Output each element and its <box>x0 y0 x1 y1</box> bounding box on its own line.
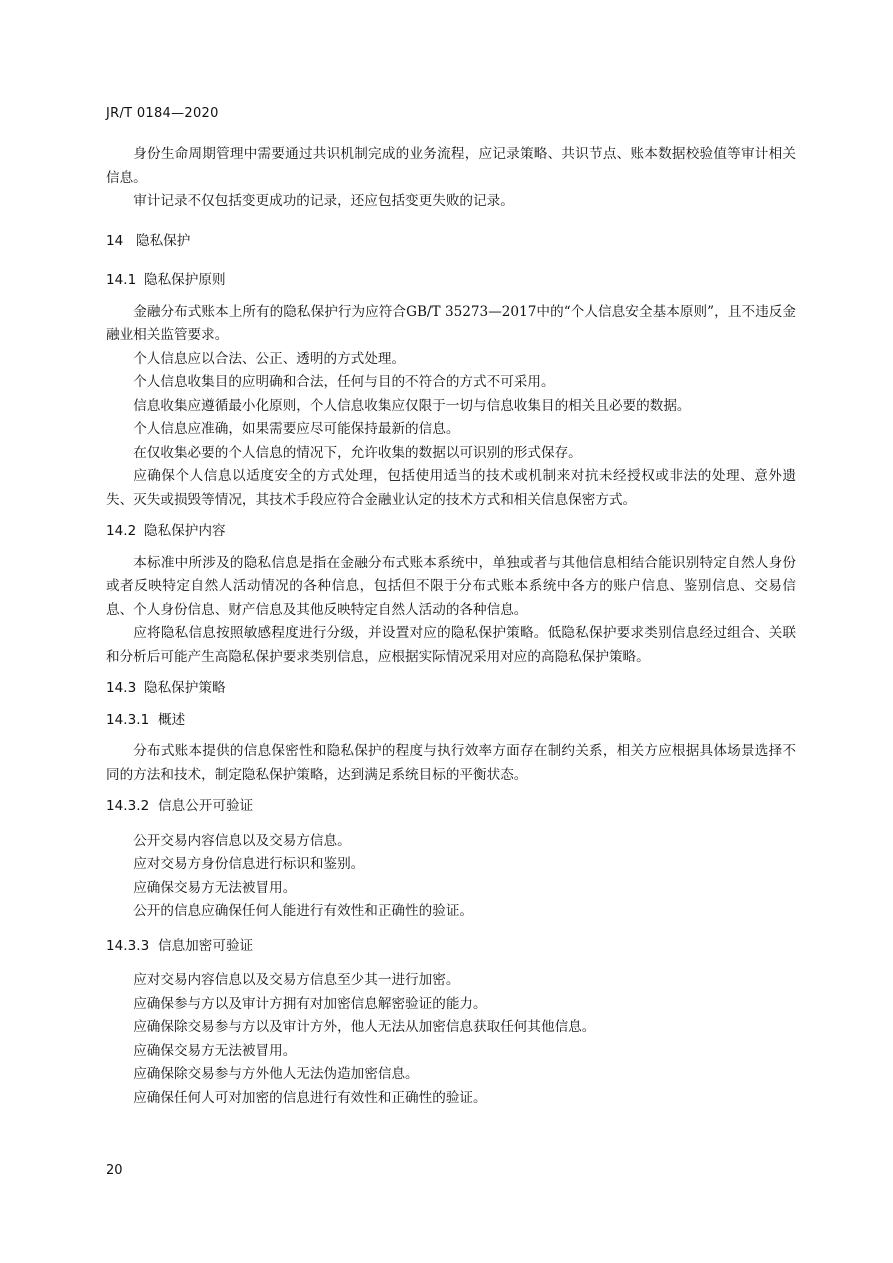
page-number: 20 <box>106 1163 123 1178</box>
section-number: 14.3.2 <box>106 798 150 814</box>
paragraph: 应对交易方身份信息进行标识和鉴别。 <box>133 856 365 872</box>
paragraph: 应确保任何人可对加密的信息进行有效性和正确性的验证。 <box>133 1089 487 1106</box>
paragraph: 应确保交易方无法被冒用。 <box>133 879 297 896</box>
section-heading-14-2 <box>106 520 796 544</box>
section-heading-14-3-2 <box>106 795 796 819</box>
paragraph: 应将隐私信息按照敏感程度进行分级，并设置对应的隐私保护策略。低隐私保护要求类别信息经过组合、关联和分析后可能产生高隐私保护要求类别信息，应根据实际情况采用对应的高隐私保护策略。 <box>106 625 796 665</box>
paragraph: 个人信息应以合法、公正、透明的方式处理。 <box>133 350 406 367</box>
section-title: 信息公开可验证 <box>158 798 254 814</box>
paragraph: 分布式账本提供的信息保密性和隐私保护的程度与执行效率方面存在制约关系，相关方应根据具体场景选择不同的方法和技术，制定隐私保护策略，达到满足系统目标的平衡状态。 <box>106 743 796 783</box>
section-heading-14 <box>106 230 796 254</box>
section-number: 14.2 <box>106 523 137 539</box>
section-title: 隐私保护策略 <box>144 680 226 696</box>
section-title: 信息加密可验证 <box>158 937 254 954</box>
section-heading-14-3-3 <box>106 935 796 959</box>
paragraph: 金融分布式账本上所有的隐私保护行为应符合GB/T 35273—2017中的“个人信息安全基本原则”，且不违反金融业相关监管要求。 <box>106 303 796 343</box>
section-number: 14.1 <box>106 272 137 288</box>
page-body <box>106 143 796 1110</box>
section-title: 隐私保护内容 <box>144 523 226 539</box>
paragraph: 身份生命周期管理中需要通过共识机制完成的业务流程，应记录策略、共识节点、账本数据校验值等审计相关信息。 <box>106 146 796 186</box>
paragraph: 在仅收集必要的个人信息的情况下，允许收集的数据以可识别的形式保存。 <box>133 444 582 461</box>
section-title: 隐私保护 <box>136 232 191 249</box>
paragraph: 应确保除交易参与方外他人无法伪造加密信息。 <box>133 1066 419 1082</box>
paragraph: 应确保个人信息以适度安全的方式处理，包括使用适当的技术或机制来对抗未经授权或非法的处理、意外遗失、灭失或损毁等情况，其技术手段应符合金融业认定的技术方式和相关信息保密方式。 <box>106 468 796 508</box>
paragraph: 应确保交易方无法被冒用。 <box>133 1042 297 1059</box>
paragraph: 审计记录不仅包括变更成功的记录，还应包括变更失败的记录。 <box>133 193 514 209</box>
paragraph: 信息收集应遵循最小化原则，个人信息收集应仅限于一切与信息收集目的相关且必要的数据。 <box>133 397 691 414</box>
section-heading-14-1 <box>106 269 796 293</box>
paragraph: 个人信息收集目的应明确和合法，任何与目的不符合的方式不可采用。 <box>133 374 555 390</box>
paragraph: 个人信息应准确，如果需要应尽可能保持最新的信息。 <box>133 421 460 437</box>
section-number: 14 <box>106 232 124 249</box>
paragraph: 应对交易内容信息以及交易方信息至少其一进行加密。 <box>133 972 460 988</box>
paragraph: 公开的信息应确保任何人能进行有效性和正确性的验证。 <box>133 903 474 919</box>
section-number: 14.3.3 <box>106 937 150 954</box>
section-heading-14-3-1 <box>106 709 796 733</box>
section-title: 概述 <box>158 711 186 728</box>
section-title: 隐私保护原则 <box>144 272 226 288</box>
standard-code-header: JR/T 0184—2020 <box>106 106 219 121</box>
paragraph: 应确保除交易参与方以及审计方外，他人无法从加密信息获取任何其他信息。 <box>133 1019 596 1035</box>
paragraph: 公开交易内容信息以及交易方信息。 <box>133 832 351 849</box>
section-heading-14-3 <box>106 677 796 701</box>
paragraph: 应确保参与方以及审计方拥有对加密信息解密验证的能力。 <box>133 995 487 1012</box>
paragraph: 本标准中所涉及的隐私信息是指在金融分布式账本系统中，单独或者与其他信息相结合能识别特定自然人身份或者反映特定自然人活动情况的各种信息，包括但不限于分布式账本系统中各方的账户信息、鉴别信息、交易信息、个人身份信息、财产信息及其他反映特定自然人活动的各种信息。 <box>106 554 796 618</box>
section-number: 14.3 <box>106 680 137 696</box>
section-number: 14.3.1 <box>106 711 150 728</box>
